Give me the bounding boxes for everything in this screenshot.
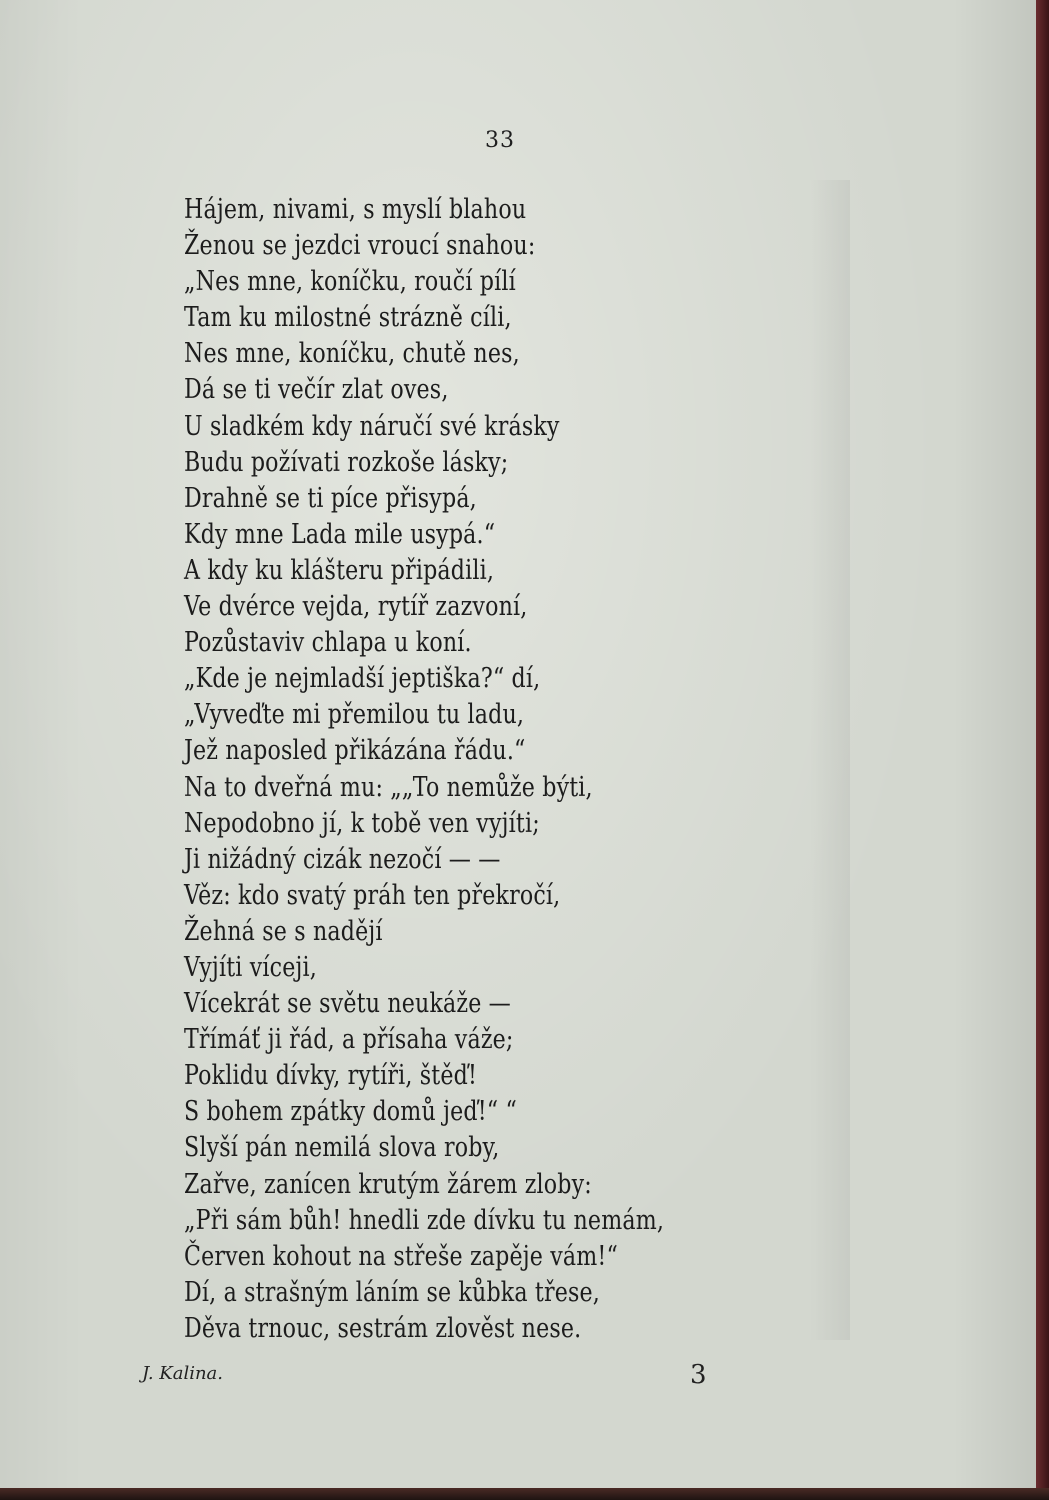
poem-line: Věz: kdo svatý práh ten překročí, bbox=[184, 879, 561, 911]
poem-line: Ve dvérce vejda, rytíř zazvoní, bbox=[184, 591, 528, 623]
poem-line: Dí, a strašným láním se kůbka třese, bbox=[184, 1276, 600, 1308]
poem-line: Nepodobno jí, k tobě ven vyjíti; bbox=[184, 807, 540, 839]
poem-line: Poklidu dívky, rytíři, štěď! bbox=[184, 1060, 478, 1092]
poem-line: Jež naposled přikázána řádu.“ bbox=[184, 735, 526, 767]
poem-line: „Při sám bůh! hnedli zde dívku tu nemám, bbox=[184, 1204, 665, 1236]
poem-line: „Vyveďte mi přemilou tu ladu, bbox=[184, 699, 525, 731]
page-number: 33 bbox=[485, 128, 515, 153]
poem-line: Tam ku milostné strázně cíli, bbox=[184, 302, 512, 334]
poem-line: Žehná se s nadějí bbox=[184, 915, 383, 947]
poem-line: Ji nižádný cizák nezočí — — bbox=[184, 843, 501, 875]
poem-line: Kdy mne Lada mile usypá.“ bbox=[184, 518, 496, 550]
poem-line: Červen kohout na střeše zapěje vám!“ bbox=[184, 1240, 618, 1272]
show-through-shadow bbox=[810, 180, 850, 1340]
poem-line: Nes mne, koníčku, chutě nes, bbox=[184, 338, 520, 370]
poem-line: Děva trnouc, sestrám zlověst nese. bbox=[184, 1312, 582, 1344]
poem-line: Dá se ti večír zlat oves, bbox=[184, 374, 449, 406]
poem-text bbox=[184, 192, 769, 1347]
book-cover-edge-bottom bbox=[0, 1488, 1049, 1500]
poem-line: Třímáť ji řád, a přísaha váže; bbox=[184, 1024, 514, 1056]
poem-line: Na to dveřná mu: „„To nemůže býti, bbox=[184, 771, 593, 803]
sheet-signature: 3 bbox=[690, 1360, 707, 1390]
poem-line: Drahně se ti píce přisypá, bbox=[184, 482, 477, 514]
poem-line: Hájem, nivami, s myslí blahou bbox=[184, 194, 527, 225]
poem-line: U sladkém kdy náručí své krásky bbox=[184, 410, 560, 442]
poem-line: Slyší pán nemilá slova roby, bbox=[184, 1132, 500, 1164]
poem-line: A kdy ku klášteru připádili, bbox=[184, 554, 495, 586]
book-cover-edge-right bbox=[1036, 0, 1049, 1500]
poem-line: Budu požívati rozkoše lásky; bbox=[184, 446, 509, 478]
poem-line: Vícekrát se světu neukáže — bbox=[184, 988, 511, 1020]
poem-line: Pozůstaviv chlapa u koní. bbox=[184, 627, 472, 659]
footer-author: J. Kalina. bbox=[142, 1363, 223, 1384]
poem-line: S bohem zpátky domů jeď!“ “ bbox=[184, 1096, 517, 1128]
poem-line: „Kde je nejmladší jeptiška?“ dí, bbox=[184, 663, 541, 695]
poem-line: Vyjíti víceji, bbox=[184, 951, 317, 983]
poem-line: Ženou se jezdci vroucí snahou: bbox=[184, 230, 536, 262]
poem-line: Zařve, zanícen krutým žárem zloby: bbox=[184, 1168, 592, 1200]
poem-line: „Nes mne, koníčku, roučí pílí bbox=[184, 266, 516, 298]
